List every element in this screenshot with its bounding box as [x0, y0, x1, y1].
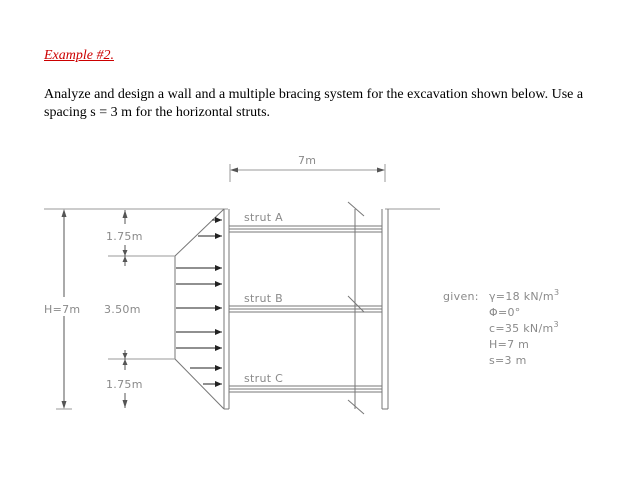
given-gamma: γ=18 $kN/m^3$: [489, 288, 560, 303]
given-height: H=7 m: [489, 338, 530, 351]
given-label: given:: [443, 290, 479, 303]
strut-a: [229, 226, 382, 232]
strut-c-label: strut C: [244, 372, 284, 385]
height-label: H=7m: [44, 303, 81, 316]
depth-label-bottom: 1.75m: [106, 378, 143, 391]
given-spacing: s=3 m: [489, 354, 527, 367]
given-phi: Φ=0°: [489, 306, 521, 319]
depth-label-middle: 3.50m: [104, 303, 141, 316]
pressure-arrows: [176, 220, 222, 384]
example-heading: Example #2.: [44, 48, 114, 63]
given-cohesion: c=35 $kN/m^3$: [489, 320, 559, 335]
problem-statement: Analyze and design a wall and a multiple bracing system for the excavation shown below. Use a spacing s = 3 m for the horizontal struts.: [44, 87, 584, 120]
strut-a-label: strut A: [244, 211, 283, 224]
pressure-envelope: [175, 209, 224, 409]
width-label: 7m: [298, 154, 317, 167]
strut-c: [229, 386, 382, 392]
depth-label-top: 1.75m: [106, 230, 143, 243]
strut-b-label: strut B: [244, 292, 283, 305]
